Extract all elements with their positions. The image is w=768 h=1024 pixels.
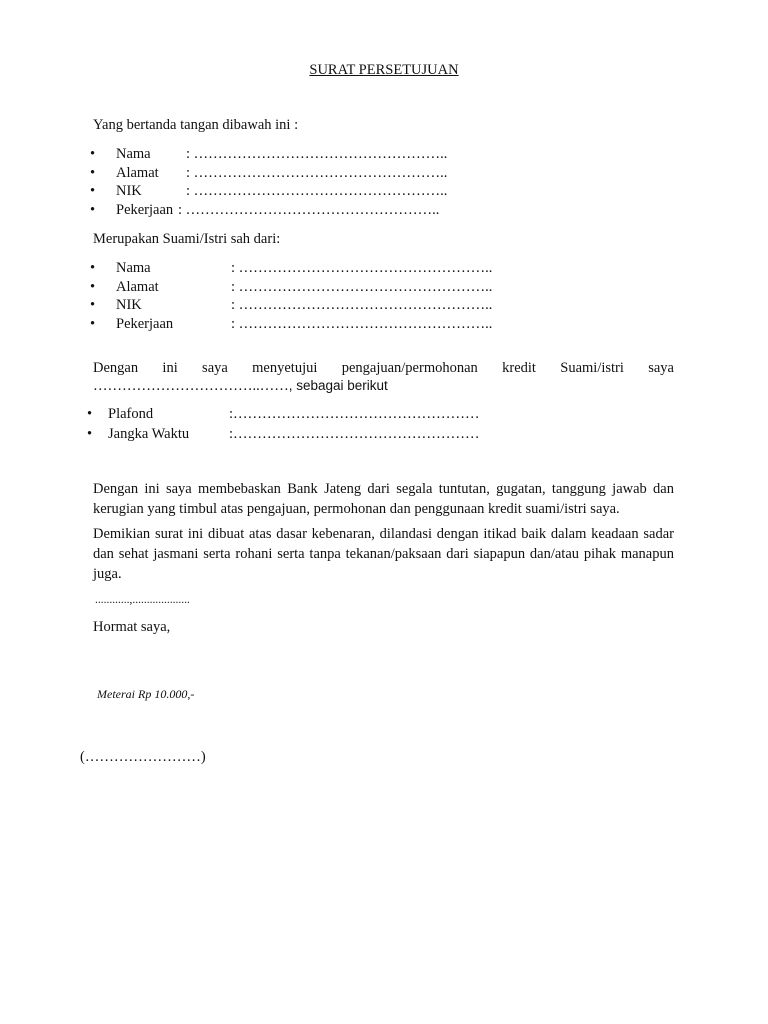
spouse-intro-text: Merupakan Suami/Istri sah dari: (93, 231, 281, 247)
document-title: SURAT PERSETUJUAN (309, 62, 459, 78)
field-label-alamat: Alamat (116, 278, 159, 295)
closing-paragraph: Demikian surat ini dibuat atas dasar kebenaran, dilandasi dengan itikad baik dalam keadaan sadar dan sehat jasmani serta rohani serta tanpa tekanan/paksaan dari siapapun dan/atau pihak manapun juga. (93, 526, 674, 582)
release-paragraph: Dengan ini saya membebaskan Bank Jateng dari segala tuntutan, gugatan, tanggung jawab dan kerugian yang timbul atas pengajuan, permohonan dan penggunaan kredit suami/istri saya. (93, 481, 674, 517)
bullet-icon: • (90, 297, 96, 313)
field-label-nik: NIK (116, 297, 142, 313)
salutation-text: Hormat saya, (93, 619, 171, 635)
bullet-icon: • (90, 146, 96, 162)
intro-text: Yang bertanda tangan dibawah ini : (93, 117, 299, 133)
field-label-nama: Nama (116, 260, 151, 276)
approval-suffix: , sebagai berikut (288, 378, 388, 393)
field-label-alamat: Alamat (116, 164, 159, 181)
field-value-alamat: : …………………………………………….. (186, 164, 448, 181)
field-label-pekerjaan: Pekerjaan (116, 201, 174, 218)
field-value-jangka-waktu: :…………………………………………… (229, 426, 480, 442)
bullet-icon: • (87, 426, 93, 442)
approval-statement-continued (93, 377, 388, 395)
bullet-icon: • (90, 164, 96, 181)
approval-statement: Dengan ini saya menyetujui pengajuan/permohonan kredit Suami/istri saya (93, 360, 674, 376)
bullet-icon: • (87, 406, 93, 422)
field-label-nik: NIK (116, 183, 142, 199)
bullet-icon: • (90, 201, 96, 218)
field-value-nama: : …………………………………………….. (186, 146, 448, 162)
field-value-nik: : …………………………………………….. (231, 297, 493, 313)
field-value-pekerjaan: : …………………………………………….. (178, 201, 440, 218)
place-date-field: ............,.................... (95, 594, 190, 606)
field-value-nik: : …………………………………………….. (186, 183, 448, 199)
field-label-pekerjaan: Pekerjaan (116, 315, 174, 332)
bullet-icon: • (90, 260, 96, 276)
approval-dots: ……………………………..…… (93, 378, 289, 394)
bullet-icon: • (90, 278, 96, 295)
field-value-plafond: :…………………………………………… (229, 406, 480, 422)
field-label-jangka-waktu: Jangka Waktu (108, 426, 190, 442)
field-value-pekerjaan: : …………………………………………….. (231, 315, 493, 332)
signature-line: (……………………) (80, 749, 206, 765)
field-value-alamat: : …………………………………………….. (231, 278, 493, 295)
stamp-note: Meterai Rp 10.000,- (97, 687, 195, 701)
field-label-nama: Nama (116, 146, 151, 162)
bullet-icon: • (90, 315, 96, 332)
field-value-nama: : …………………………………………….. (231, 260, 493, 276)
field-label-plafond: Plafond (108, 406, 154, 422)
bullet-icon: • (90, 183, 96, 199)
